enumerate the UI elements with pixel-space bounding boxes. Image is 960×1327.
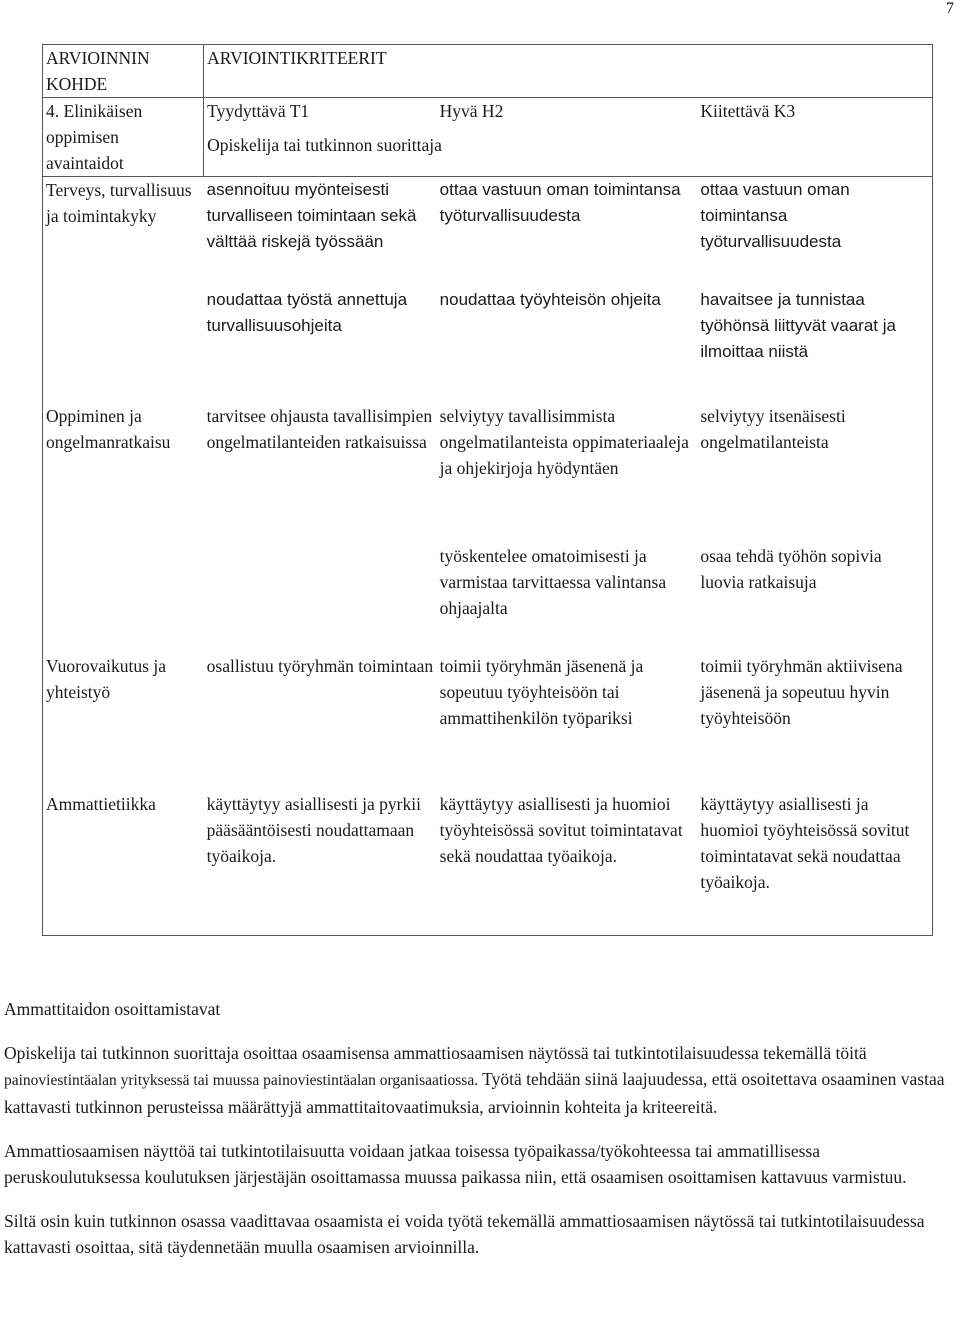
cell-t1: [204, 543, 437, 653]
section-heading: Ammattitaidon osoittamistavat: [4, 999, 221, 1019]
performer-label: Opiskelija tai tutkinnon suorittaja: [204, 132, 933, 177]
table-row: [43, 791, 933, 936]
paragraph-3: Siltä osin kuin tutkinnon osassa vaadittavaa osaamista ei voida työtä tekemällä ammattiosaamisen näytössä tai tutkintotilaisuudessa kattavasti osoittaa, sitä täydennetään muulla osaamisen arvioinnilla.: [4, 1211, 925, 1257]
cell-k3: osaa tehdä työhön sopivia luovia ratkaisuja: [700, 546, 882, 592]
level-h2: Hyvä H2: [439, 101, 504, 121]
cell-k3: käyttäytyy asiallisesti ja huomioi työyhteisössä sovitut toimintatavat sekä noudattaa työaikoja.: [700, 794, 910, 892]
cell-h2: toimii työryhmän jäsenenä ja sopeutuu työyhteisöön tai ammattihenkilön työpariksi: [439, 656, 644, 728]
cell-h2: ottaa vastuun oman toimintansa työturvallisuudesta: [439, 180, 681, 225]
header-criteria: ARVIOINTIKRITEERIT: [204, 45, 933, 98]
cell-t1: tarvitsee ohjausta tavallisimpien ongelmatilanteiden ratkaisuissa: [206, 406, 433, 452]
cell-h2: noudattaa työyhteisön ohjeita: [439, 290, 661, 309]
cell-t1: asennoituu myönteisesti turvalliseen toimintaan sekä välttää riskejä työssään: [206, 180, 417, 251]
table-row: [43, 177, 933, 256]
cell-k3: havaitsee ja tunnistaa työhönsä liittyvät vaarat ja ilmoittaa niistä: [700, 290, 896, 361]
header-target: ARVIOINNIN KOHDE: [43, 45, 204, 98]
table-row: [43, 403, 933, 543]
paragraph-2: Ammattiosaamisen näyttöä tai tutkintotilaisuutta voidaan jatkaa toisessa työpaikassa/työkohteessa tai ammatillisessa peruskoulutuksessa koulutuksen järjestäjän osoittamassa muussa paikassa niin, että osaamisen osoittamisen kattavuus varmistuu.: [4, 1141, 907, 1187]
cell-h2: työskentelee omatoimisesti ja varmistaa tarvittaessa valintansa ohjaajalta: [439, 546, 667, 618]
table-row: [43, 653, 933, 791]
section-body: [4, 996, 954, 1260]
table-subheader-row: [43, 98, 933, 133]
row-target: Vuorovaikutus ja yhteistyö: [46, 656, 166, 702]
paragraph-1: Opiskelija tai tutkinnon suorittaja osoittaa osaamisensa ammattiosaamisen näytössä tai tutkintotilaisuudessa tekemällä töitä painoviestintäalan yrityksessä tai muussa painoviestintäalan organisaatiossa. Työtä tehdään siinä laajuudessa, että osoitettava osaaminen vastaa kattavasti tutkinnon perusteissa määrättyjä ammattitaitovaatimuksia, arvioinnin kohteita ja kriteereitä.: [4, 1043, 945, 1117]
cell-k3: toimii työryhmän aktiivisena jäsenenä ja sopeutuu hyvin työyhteisöön: [700, 656, 903, 728]
subheader-target: 4. Elinikäisen oppimisen avaintaidot: [43, 98, 204, 177]
page-number: 7: [946, 0, 954, 17]
level-k3: Kiitettävä K3: [700, 101, 796, 121]
cell-t1: noudattaa työstä annettuja turvallisuusohjeita: [206, 290, 408, 335]
cell-k3: selviytyy itsenäisesti ongelmatilanteista: [700, 406, 846, 452]
level-t1: Tyydyttävä T1: [204, 98, 437, 133]
cell-h2: käyttäytyy asiallisesti ja huomioi työyhteisössä sovitut toimintatavat sekä noudattaa työaikoja.: [439, 794, 683, 866]
assessment-criteria-table: [42, 44, 933, 936]
row-target: Terveys, turvallisuus ja toimintakyky: [46, 180, 192, 226]
cell-k3: ottaa vastuun oman toimintansa työturvallisuudesta: [700, 180, 850, 251]
cell-t1: osallistuu työryhmän toimintaan: [206, 656, 434, 676]
table-header-row: [43, 45, 933, 98]
row-target: Oppiminen ja ongelmanratkaisu: [46, 406, 171, 452]
cell-t1: käyttäytyy asiallisesti ja pyrkii pääsääntöisesti noudattamaan työaikoja.: [206, 794, 421, 866]
cell-h2: selviytyy tavallisimmista ongelmatilanteista oppimateriaaleja ja ohjekirjoja hyödyntäen: [439, 406, 689, 478]
row-target: Ammattietiikka: [46, 794, 156, 814]
